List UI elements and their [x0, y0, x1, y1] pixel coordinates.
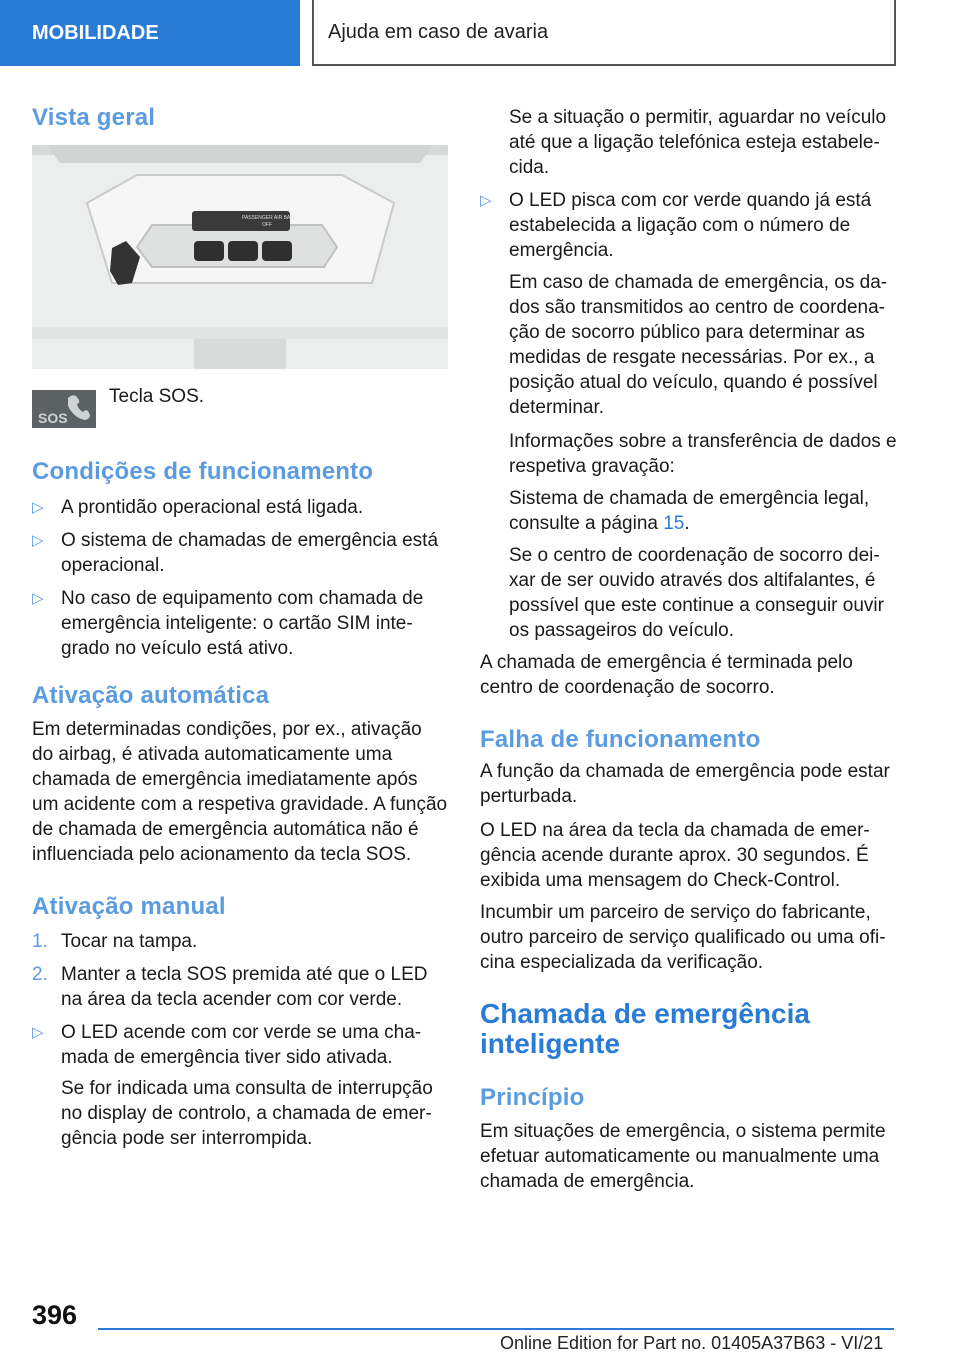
heading-auto-activation: Ativação automática — [32, 682, 270, 709]
heading-principle: Princípio — [480, 1084, 585, 1111]
fault-text-2: O LED na área da tecla da chamada de emergência acende durante aprox. 30 segundos. É exibida uma mensagem do Check-Control. — [480, 820, 870, 891]
page-link[interactable]: 15 — [663, 513, 685, 534]
step-item: 1. Tocar na tampa. — [32, 931, 198, 952]
sos-icon — [32, 390, 96, 428]
heading-overview: Vista geral — [32, 104, 156, 131]
auto-activation-text: Em determinadas condições, por ex., ativação do airbag, é ativada automaticamente uma chamada de emergência imediatamente após um acidente com a respetiva gravidade. A função de chamada de emergência automática não é influenciada pelo acionamento da tecla SOS. — [32, 719, 448, 865]
panel-label-1: PASSENGER AIR BAG — [242, 215, 295, 221]
wait-text: Se a situação o permitir, aguardar no veículo até que a ligação telefónica esteja estabelecida. — [509, 107, 887, 178]
fault-text-1: A função da chamada de emergência pode estar perturbada. — [480, 761, 890, 807]
interrupt-note: Se for indicada uma consulta de interrupção no display de controlo, a chamada de emergência pode ser interrompida. — [61, 1078, 433, 1149]
heading-manual-activation: Ativação manual — [32, 893, 226, 920]
list-item: ▷ A prontidão operacional está ligada. — [32, 497, 364, 518]
triangle-right-icon: ▷ — [32, 499, 44, 516]
end-call-text: A chamada de emergência é terminada pelo centro de coordenação de socorro. — [480, 652, 853, 698]
triangle-right-icon: ▷ — [32, 1024, 44, 1041]
info-text: Informações sobre a transferência de dados e respetiva gravação: — [509, 431, 897, 477]
speakers-text: Se o centro de coordenação de socorro deixar de ser ouvido através dos altifalantes, é possível que este continue a conseguir ouvir os passageiros do veículo. — [509, 545, 884, 641]
page-number: 396 — [32, 1300, 78, 1330]
step-item: 2. Manter a tecla SOS premida até que o LED na área da tecla acender com cor verde. — [32, 964, 428, 1010]
footer-edition: Online Edition for Part no. 01405A37B63 - VI/21 — [500, 1333, 884, 1353]
sos-caption: Tecla SOS. — [109, 386, 205, 407]
panel-label-2: OFF — [262, 222, 272, 228]
legal-text: Sistema de chamada de emergência legal, consulte a página 15. — [509, 488, 870, 534]
list-item: ▷ O LED pisca com cor verde quando já está estabelecida a ligação com o número de emergência. — [480, 190, 872, 261]
footer-divider — [98, 1328, 894, 1330]
fault-text-3: Incumbir um parceiro de serviço do fabricante, outro parceiro de serviço qualificado ou uma oficina especializada da verificação. — [480, 902, 886, 973]
heading-conditions: Condições de funcionamento — [32, 458, 374, 485]
svg-text:SOS: SOS — [38, 410, 68, 426]
triangle-right-icon: ▷ — [32, 590, 44, 607]
data-transfer-text: Em caso de chamada de emergência, os dados são transmitidos ao centro de coordenação de socorro público para determinar as medidas de resgate necessárias. Por ex., a posição atual do veículo, quando é possível determinar. — [509, 272, 888, 418]
list-item: ▷ O LED acende com cor verde se uma chamada de emergência tiver sido ativada. — [32, 1022, 422, 1068]
section-tab — [0, 0, 300, 66]
triangle-right-icon: ▷ — [32, 532, 44, 549]
list-item: ▷ No caso de equipamento com chamada de emergência inteligente: o cartão SIM integrado no veículo está ativo. — [32, 588, 424, 659]
heading-fault: Falha de funcionamento — [480, 726, 761, 753]
principle-text: Em situações de emergência, o sistema permite efetuar automaticamente ou manualmente uma chamada de emergência. — [480, 1121, 886, 1192]
chapter-title: Ajuda em caso de avaria — [328, 20, 549, 43]
heading-smart-call: Chamada de emergência inteligente — [480, 998, 810, 1059]
chapter-header — [312, 0, 896, 66]
triangle-right-icon: ▷ — [480, 192, 492, 209]
section-title: MOBILIDADE — [32, 21, 159, 44]
overhead-console-figure — [32, 145, 448, 369]
list-item: ▷ O sistema de chamadas de emergência está operacional. — [32, 530, 439, 576]
